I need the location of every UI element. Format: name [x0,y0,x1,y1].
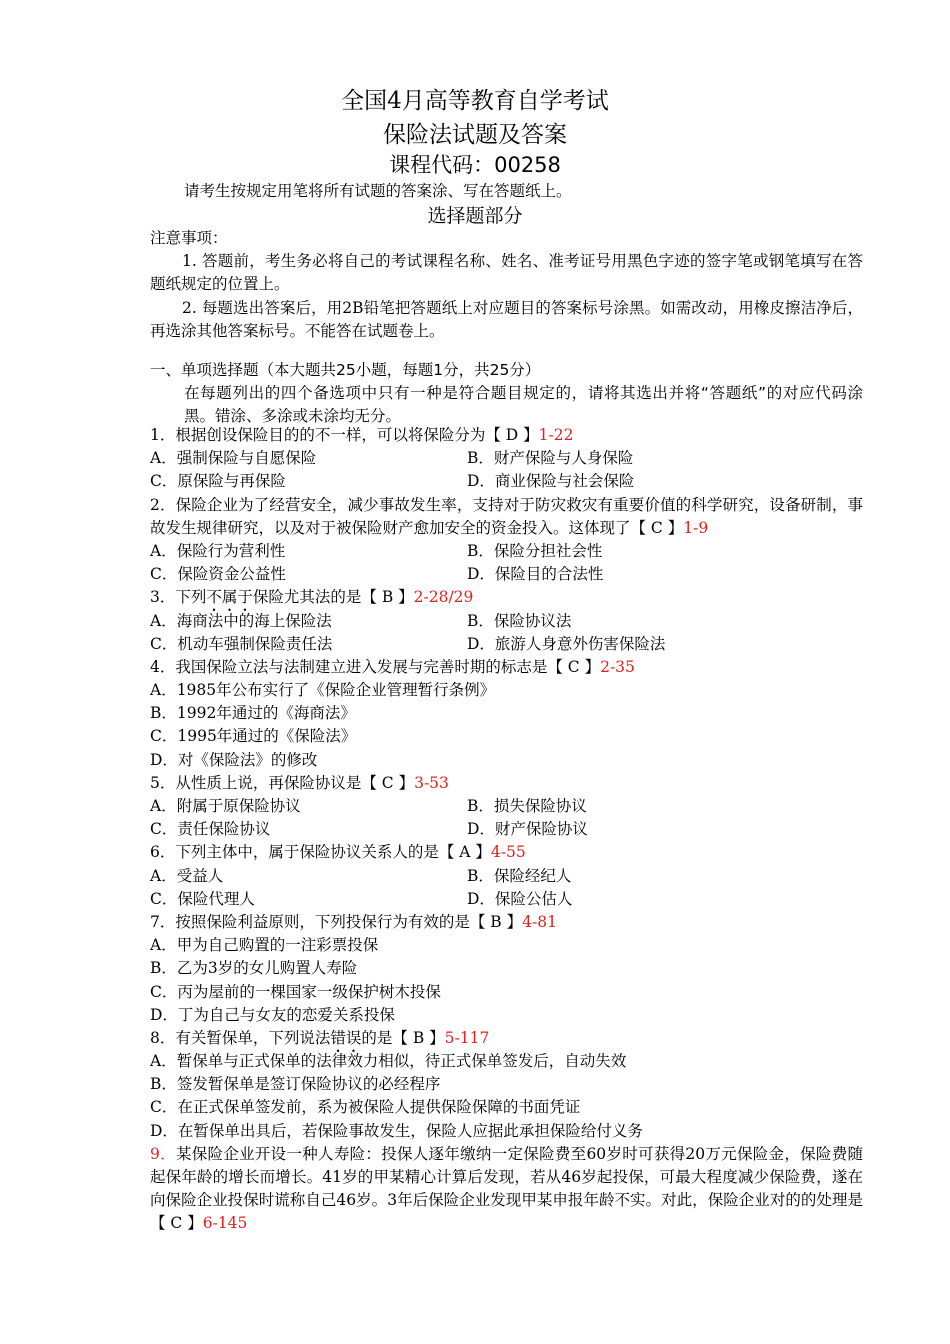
part1 [150,359,863,429]
paper-title: 保险法试题及答案 [383,122,567,148]
notes [150,227,863,343]
option-d: D．旅游人身意外伤害保险法 [467,634,666,653]
option-a: A．海商法中的海上保险法 [150,611,332,630]
question-ref: 3-53 [414,773,449,792]
question-number: 9． [150,1144,176,1163]
option-d: D．财产保险协议 [467,820,588,839]
option-a: A．保险行为营利性 [150,541,286,560]
question-5 [150,772,863,842]
exam-title: 全国4月高等教育自学考试 [341,88,609,114]
option-d: D．保险公估人 [467,889,573,908]
option-b: B．保险协议法 [467,611,572,630]
option-a: A．1985年公布实行了《保险企业管理暂行条例》 [150,681,496,700]
option-d: D．对《保险法》的修改 [150,750,318,769]
option-b: B．财产保险与人身保险 [467,449,634,468]
question-2 [150,494,863,587]
note-item-1: 1. 答题前，考生务必将自己的考试课程名称、姓名、准考证号用黑色字迹的签字笔或钢笔填写在答题纸规定的位置上。 [150,252,863,294]
part1-instruction: 在每题列出的四个备选项中只有一种是符合题目规定的，请将其选出并将“答题纸”的对应代码涂黑。错涂、多涂或未涂均无分。 [184,384,863,426]
question-7 [150,911,863,1027]
question-stem: 6．下列主体中，属于保险协议关系人的是【 A 】 [150,843,491,862]
option-c: C．丙为屋前的一棵国家一级保护树木投保 [150,982,441,1001]
question-8 [150,1027,863,1143]
option-b: B．乙为3岁的女儿购置人寿险 [150,959,358,978]
question-9 [150,1143,863,1236]
question-ref: 4-81 [522,912,557,931]
question-stem-pre: 3．下列 [150,588,207,607]
question-3 [150,586,863,656]
note-item-2: 2. 每题选出答案后，用2B铅笔把答题纸上对应题目的答案标号涂黑。如需改动，用橡皮擦洁净后，再选涂其他答案标号。不能答在试题卷上。 [150,298,863,340]
question-ref: 4-55 [490,843,526,862]
question-stem: 某保险企业开设一种人寿险：投保人逐年缴纳一定保险费至60岁时可获得20万元保险金，保险费随起保年龄的增长而增长。41岁的甲某精心计算后发现，若从46岁起投保，可最大程度减少保险费，遂在向保险企业投保时谎称自己46岁。3年后保险企业发现甲某申报年龄不实。对此，保险企业对的的处理是【 C 】 [150,1144,863,1233]
option-c: C．责任保险协议 [150,820,271,839]
notes-heading: 注意事项： [150,229,228,247]
question-stem: 4．我国保险立法与法制建立进入发展与完善时期的标志是【 C 】 [150,657,601,676]
question-stem-pre: 8．有关暂保单，下列说法 [150,1028,331,1047]
emphasis-text: 错误 [330,1028,362,1047]
option-c: C．保险资金公益性 [150,565,286,584]
option-b: B．1992年通过的《海商法》 [150,704,356,723]
option-d: D．在暂保单出具后，若保险事故发生，保险人应据此承担保险给付义务 [150,1121,643,1140]
question-stem: 5．从性质上说，再保险协议是【 C 】 [150,773,415,792]
part1-heading: 一、单项选择题（本大题共25小题，每题1分，共25分） [150,361,541,379]
option-d: D．商业保险与社会保险 [467,472,635,491]
option-a: A．暂保单与正式保单的法律效力相似，待正式保单签发后，自动失效 [150,1052,627,1071]
option-a: A．附属于原保险协议 [150,797,301,816]
question-stem: 1．根据创设保险目的的不一样，可以将保险分为【 D 】 [150,426,539,444]
option-a: A．强制保险与自愿保险 [150,449,317,468]
question-6 [150,841,863,911]
option-b: B．签发暂保单是签订保险协议的必经程序 [150,1075,441,1094]
question-stem: 7．按照保险利益原则，下列投保行为有效的是【 B 】 [150,912,523,931]
question-1 [150,424,863,494]
question-ref: 2-28/29 [413,588,474,607]
option-d: D．保险目的合法性 [467,565,604,584]
course-code: 课程代码：00258 [389,153,561,177]
option-c: C．机动车强制保险责任法 [150,634,333,653]
question-stem-post: 的是【 B 】 [361,1028,445,1047]
option-c: C．1995年通过的《保险法》 [150,727,357,746]
option-b: B．保险经纪人 [467,866,572,885]
option-c: C．原保险与再保险 [150,472,286,491]
question-ref: 1-22 [538,426,574,444]
question-stem: 2．保险企业为了经营安全，减少事故发生率，支持对于防灾救灾有重要价值的科学研究，设备研制，事故发生规律研究，以及对于被保险财产愈加安全的资金投入。这体现了【 C 】 [150,495,863,537]
option-b: B．保险分担社会性 [467,541,603,560]
option-d: D．丁为自己与女友的恋爱关系投保 [150,1005,395,1024]
option-a: A．甲为自己购置的一注彩票投保 [150,936,379,955]
option-c: C．保险代理人 [150,889,255,908]
question-4 [150,656,863,772]
emphasis-text: 不属于 [206,588,253,607]
option-c: C．在正式保单签发前，系为被保险人提供保险保障的书面凭证 [150,1098,581,1117]
option-b: B．损失保险协议 [467,797,587,816]
question-ref: 2-35 [600,657,635,676]
question-ref: 1-9 [683,518,709,537]
option-a: A．受益人 [150,866,224,885]
section-title: 选择题部分 [427,205,523,227]
questions [150,424,863,1236]
question-ref: 5-117 [444,1028,490,1047]
question-stem-post: 保险尤其法的是【 B 】 [252,588,414,607]
question-ref: 6-145 [202,1214,248,1233]
answer-instruction: 请考生按规定用笔将所有试题的答案涂、写在答题纸上。 [184,182,572,200]
